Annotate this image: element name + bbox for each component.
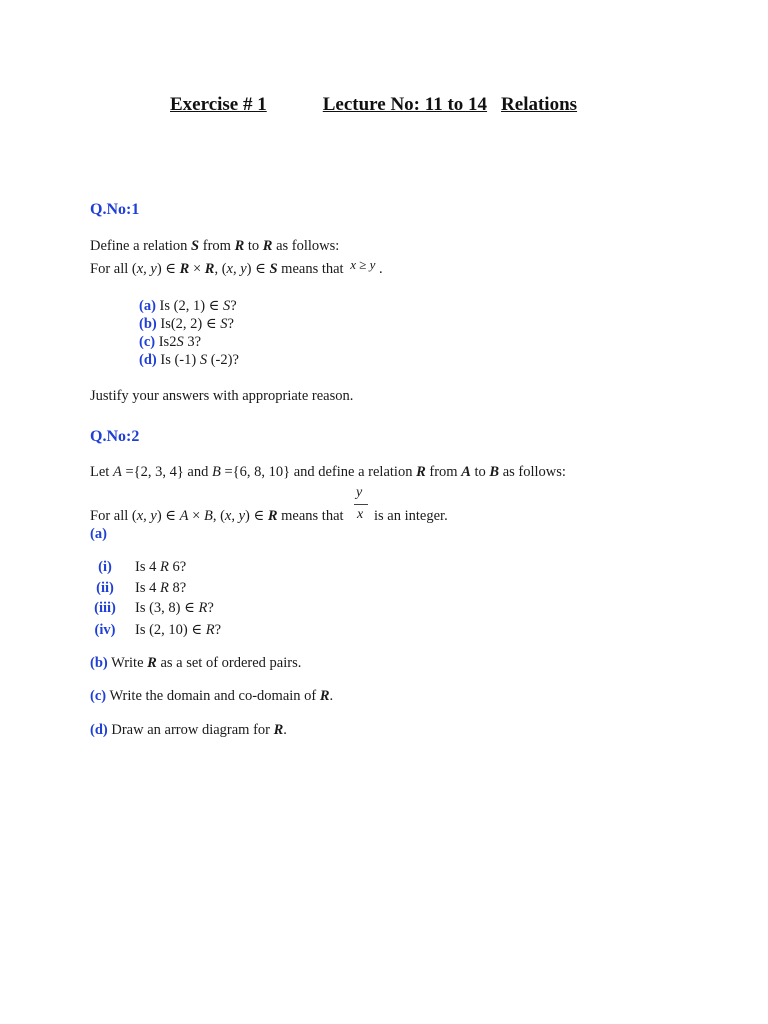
topic: Relations <box>501 94 578 115</box>
q1-definition: Define a relation S from R to R as follows: <box>90 238 340 254</box>
exercise-number: Exercise # 1 <box>170 94 267 115</box>
q2-subpart-iii: (iii) Is (3, 8) ∈ R? <box>94 600 214 616</box>
q2-subpart-ii: (ii) Is 4 R 8? <box>96 580 187 596</box>
q1-part-b: (b) Is(2, 2) ∈ S? <box>139 316 234 332</box>
q1-part-d: (d) Is (-1) S (-2)? <box>139 352 239 368</box>
q2-integer-text: is an integer. <box>374 508 448 524</box>
q1-part-a: (a) Is (2, 1) ∈ S? <box>139 298 237 314</box>
q2-heading: Q.No:2 <box>90 428 140 445</box>
q2-let: Let A ={2, 3, 4} and B ={6, 8, 10} and define a relation R from A to B as follows: <box>90 464 566 480</box>
q2-part-a-label: (a) <box>90 526 107 542</box>
q2-subpart-i: (i) Is 4 R 6? <box>98 559 187 575</box>
q1-justify: Justify your answers with appropriate reason. <box>90 388 354 404</box>
q2-part-c: (c) Write the domain and co-domain of R. <box>90 688 334 704</box>
q2-forall: For all (x, y) ∈ A × B, (x, y) ∈ R means that <box>90 508 344 524</box>
fraction-denominator: x <box>357 507 364 522</box>
q1-condition: x ≥ y <box>350 257 376 272</box>
q1-part-c: (c) Is2S 3? <box>139 334 202 350</box>
q1-heading: Q.No:1 <box>90 201 140 218</box>
q2-subpart-iv: (iv) Is (2, 10) ∈ R? <box>94 622 222 638</box>
fraction-bar <box>354 504 368 505</box>
page-title <box>170 94 577 116</box>
q2-part-b: (b) Write R as a set of ordered pairs. <box>90 655 302 671</box>
q2-part-d: (d) Draw an arrow diagram for R. <box>90 722 287 738</box>
fraction-numerator: y <box>356 485 363 500</box>
q1-forall: For all (x, y) ∈ R × R, (x, y) ∈ S means that x ≥ y . <box>90 257 383 277</box>
lecture-range: Lecture No: 11 to 14 <box>322 94 488 115</box>
